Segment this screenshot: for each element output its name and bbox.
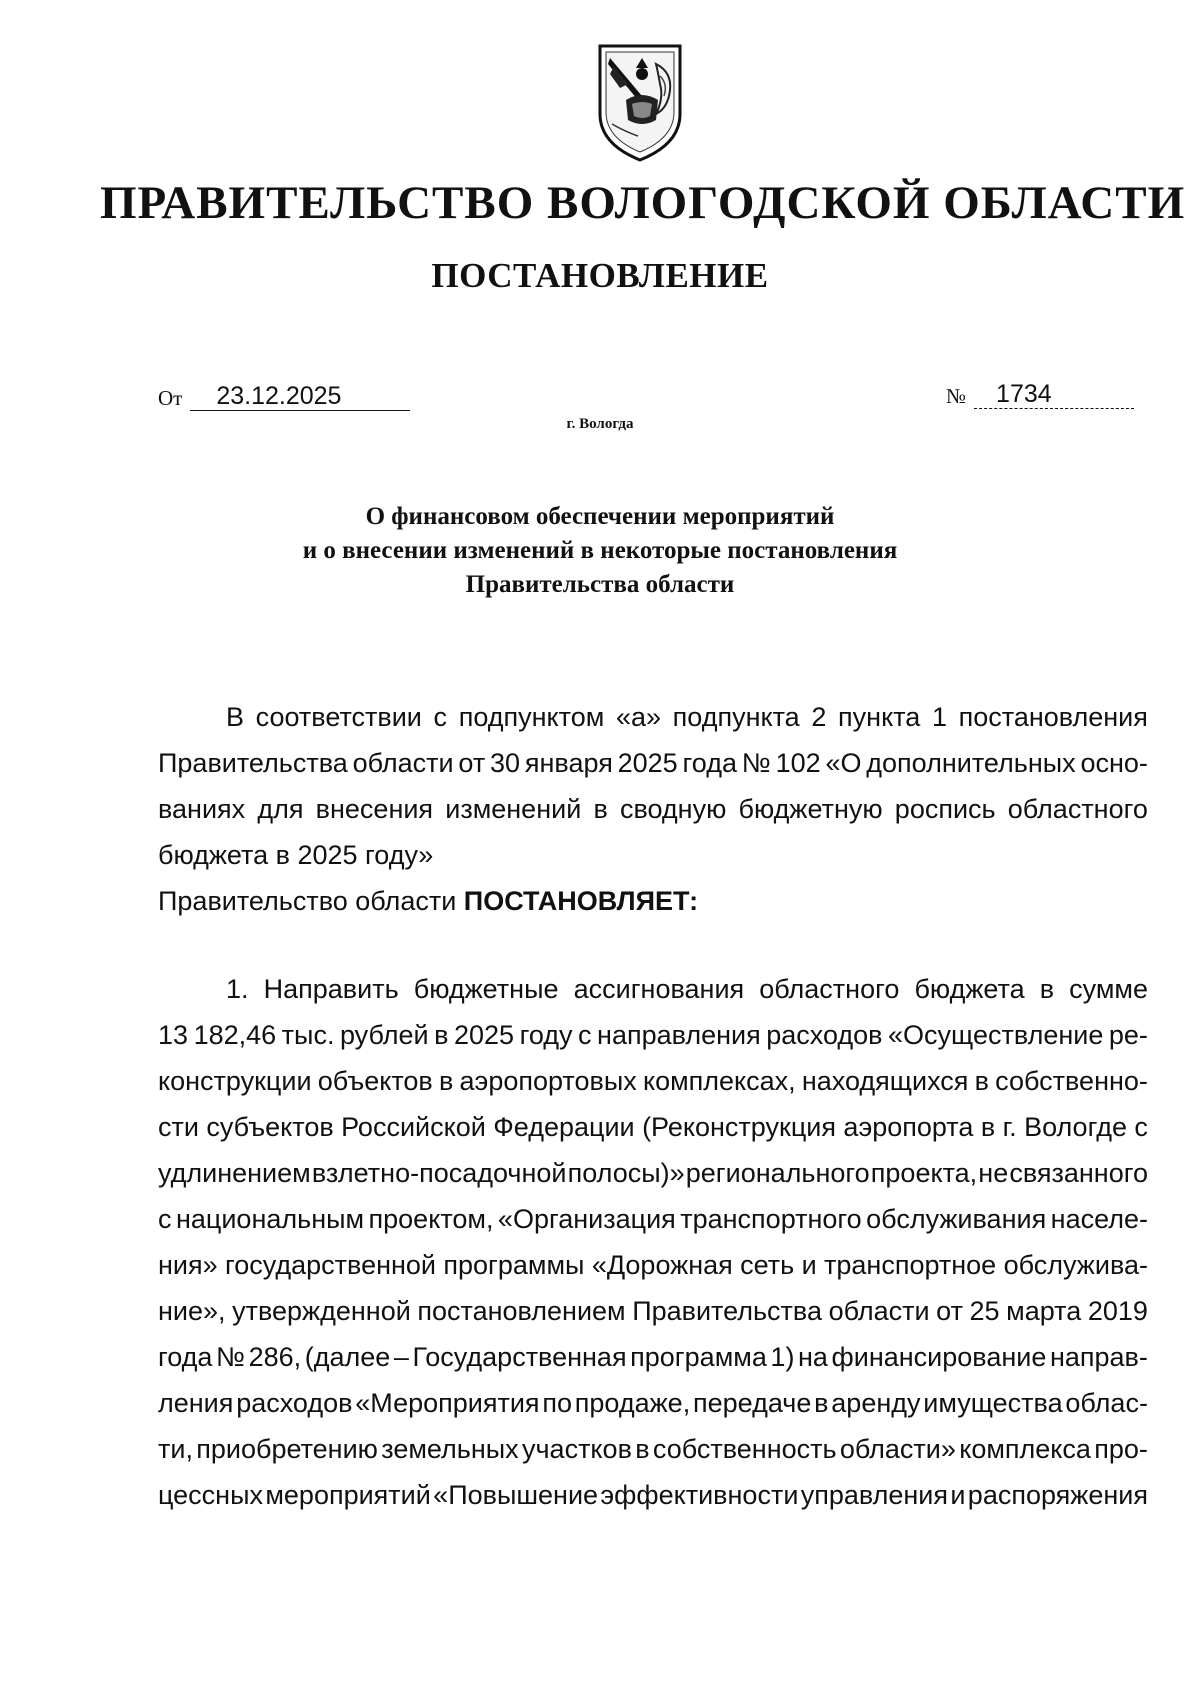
paragraph-gap — [158, 924, 1148, 966]
organization-title: ПРАВИТЕЛЬСТВО ВОЛОГОДСКОЙ ОБЛАСТИ — [100, 177, 1186, 229]
document-subject — [150, 500, 1050, 602]
item-line: года № 286, (далее – Государственная программа 1) на финансирование направ- — [158, 1342, 1148, 1372]
subject-line: О финансовом обеспечении мероприятий — [365, 503, 835, 530]
document-number: 1734 — [974, 380, 1134, 409]
preamble-line: В соответствии с подпунктом «а» подпункта 2 пункта 1 постановления — [226, 702, 1148, 732]
date-prefix: От — [158, 386, 183, 410]
coat-of-arms-icon — [598, 44, 682, 162]
item-line: 1. Направить бюджетные ассигнования областного бюджета в сумме — [226, 974, 1148, 1004]
item-line: 13 182,46 тыс. рублей в 2025 году с направления расходов «Осуществление ре- — [158, 1020, 1148, 1050]
preamble-line: ваниях для внесения изменений в сводную бюджетную роспись областного — [158, 794, 1148, 824]
number-field — [946, 380, 1134, 409]
preamble-line: бюджета в 2025 году» — [158, 840, 434, 870]
document-type: ПОСТАНОВЛЕНИЕ — [431, 256, 769, 295]
preamble-line: Правительства области от 30 января 2025 года № 102 «О дополнительных осно- — [158, 748, 1148, 778]
item-line: с национальным проектом, «Организация транспортного обслуживания населе- — [158, 1204, 1148, 1234]
resolve-word: ПОСТАНОВЛЯЕТ: — [463, 886, 699, 916]
subject-line: Правительства области — [465, 571, 735, 598]
number-sign: № — [946, 384, 967, 408]
item-line: ления расходов «Мероприятия по продаже, передаче в аренду имущества облас- — [158, 1388, 1148, 1418]
item-line: ние», утвержденной постановлением Правительства области от 25 марта 2019 — [158, 1296, 1148, 1326]
item-line: удлинением взлетно-посадочной полосы)» регионального проекта, не связанного — [158, 1158, 1148, 1188]
subject-line: и о внесении изменений в некоторые постановления — [302, 537, 898, 564]
item-line: ния» государственной программы «Дорожная сеть и транспортное обслужива- — [158, 1250, 1148, 1280]
document-date: 23.12.2025 — [190, 382, 410, 411]
date-field — [158, 382, 410, 411]
item-line: ти, приобретению земельных участков в собственность области» комплекса про- — [158, 1434, 1148, 1464]
item-line: цессных мероприятий «Повышение эффективности управления и распоряжения — [158, 1480, 1148, 1510]
item-line: конструкции объектов в аэропортовых комплексах, находящихся в собственно- — [158, 1066, 1148, 1096]
city-label: г. Вологда — [566, 416, 634, 432]
document-body — [158, 694, 1148, 1518]
resolve-prefix: Правительство области — [158, 886, 464, 916]
item-line: сти субъектов Российской Федерации (Реконструкция аэропорта в г. Вологде с — [158, 1112, 1148, 1142]
resolve-line — [158, 878, 1148, 924]
